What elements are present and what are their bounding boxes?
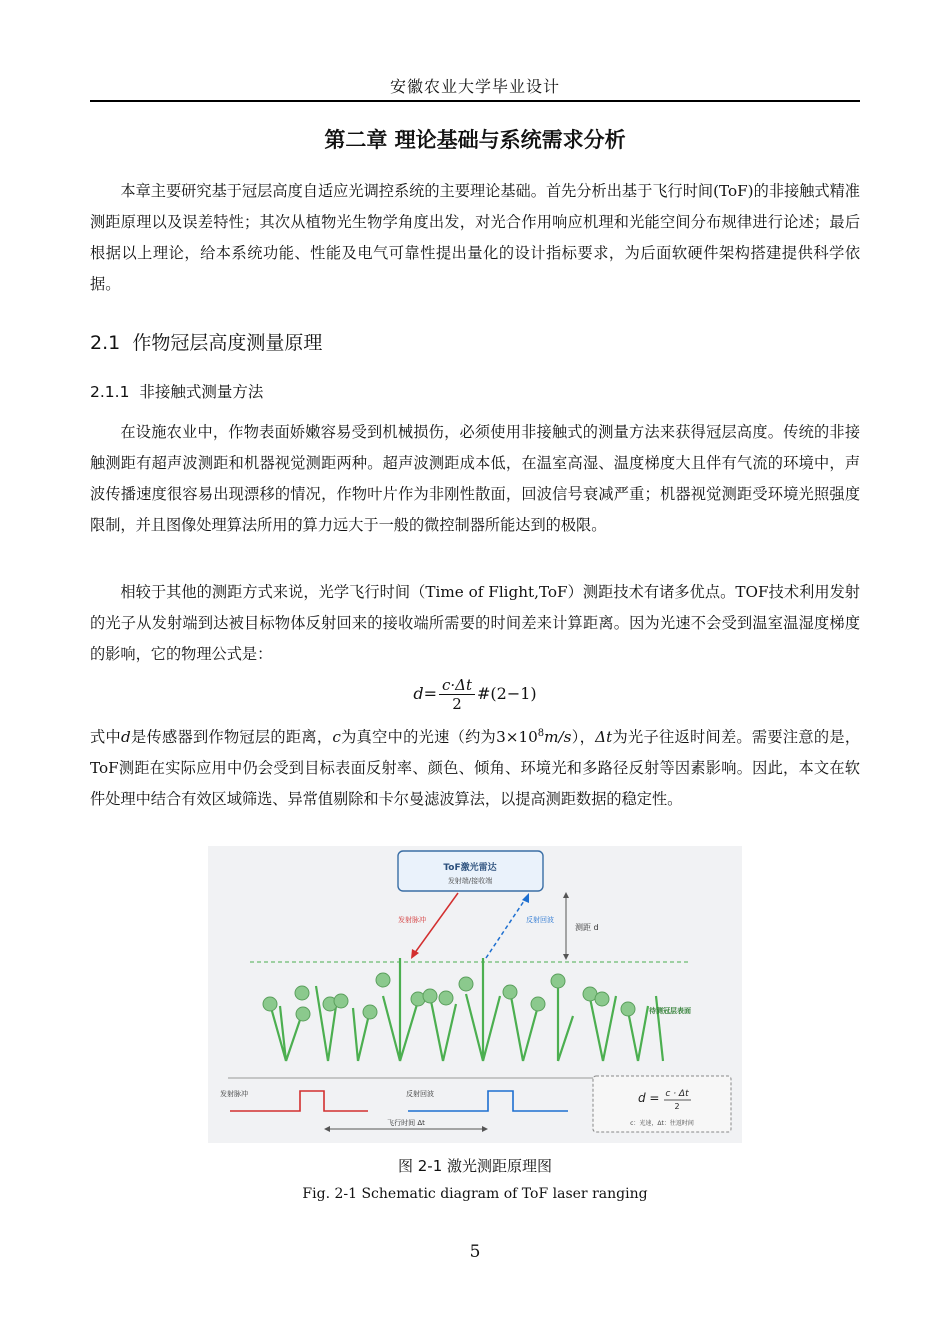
leaf xyxy=(621,1002,635,1016)
running-header: 安徽农业大学毕业设计 xyxy=(389,77,560,96)
tof-label: 飞行时间 Δt xyxy=(387,1119,425,1127)
leaf xyxy=(439,991,453,1005)
var-c: c xyxy=(332,728,341,747)
plant xyxy=(558,986,573,1061)
subsection-number: 2.1.1 xyxy=(90,383,130,401)
header-rule xyxy=(90,100,860,102)
leaf xyxy=(423,989,437,1003)
section-number: 2.1 xyxy=(90,332,121,354)
pulse-reflect-label: 反射回波 xyxy=(406,1090,434,1098)
speed-exponent: 8 xyxy=(537,728,545,739)
leaf xyxy=(551,974,565,988)
leaf xyxy=(263,997,277,1011)
figure-caption-en: Fig. 2-1 Schematic diagram of ToF laser ranging xyxy=(302,1186,648,1202)
pulse-emit-label: 发射脉冲 xyxy=(220,1090,248,1098)
paragraph-variables xyxy=(90,718,860,815)
chapter-title: 第二章 理论基础与系统需求分析 xyxy=(324,128,626,152)
equation-numerator: c·Δt xyxy=(439,676,475,695)
tof-arrow-left xyxy=(324,1126,330,1132)
leaf xyxy=(376,973,390,987)
leaf xyxy=(531,997,545,1011)
equation-lhs: d= xyxy=(413,684,437,703)
plant xyxy=(430,996,456,1061)
text-run: 式中 xyxy=(90,728,121,747)
leaf xyxy=(595,992,609,1006)
equation-fraction xyxy=(439,676,475,713)
var-d: d xyxy=(120,728,131,747)
equation-2-1 xyxy=(0,676,950,713)
box-formula-lhs: d = xyxy=(638,1091,660,1105)
emit-label: 发射脉冲 xyxy=(398,916,426,924)
sensor-title: ToF激光雷达 xyxy=(443,863,497,873)
subsection-title: 非接触式测量方法 xyxy=(139,383,264,401)
emit-pulse-waveform xyxy=(230,1091,368,1111)
box-formula-denominator: 2 xyxy=(674,1102,680,1111)
tof-arrow-right xyxy=(482,1126,488,1132)
text-run: 为光子往返时间差。需要注意的是，ToF测距在实际应用中仍会受到目标表面反射率、颜色、倾角、环境光和多路径反射等因素影响。因此，本文在软件处理中结合有效区域筛选、异常值剔除和卡尔曼滤波算法，以提高测距数据的稳定性。 xyxy=(90,728,861,809)
text-run: ）， xyxy=(571,728,596,747)
plant xyxy=(466,958,500,1061)
text-run: 为真空中的光速（约为 xyxy=(340,728,497,747)
distance-arrow-bottom xyxy=(563,954,569,960)
subsection-heading xyxy=(90,380,263,402)
emit-arrowhead xyxy=(411,949,419,959)
paragraph-tof: 相较于其他的测距方式来说，光学飞行时间（Time of Flight,ToF）测距技术有诸多优点。TOF技术利用发射的光子从发射端到达被目标物体反射回来的接收端所需要的时间差来计算距离。因为光速不会受到温室温湿度梯度的影响，它的物理公式是： xyxy=(90,583,860,663)
sensor-subtitle: 发射端/接收端 xyxy=(447,877,493,885)
page-number: 5 xyxy=(469,1242,481,1262)
equation-tag: #(2−1) xyxy=(477,684,537,703)
figure-tof-diagram xyxy=(208,846,742,1143)
reflect-arrow xyxy=(486,898,526,958)
distance-label: 测距 d xyxy=(575,923,599,932)
plant xyxy=(656,996,663,1061)
speed-unit: m/s xyxy=(544,728,572,747)
section-title: 作物冠层高度测量原理 xyxy=(132,332,323,354)
reflect-arrowhead xyxy=(522,893,529,903)
leaf xyxy=(334,994,348,1008)
leaf xyxy=(503,985,517,999)
paragraph-methods: 在设施农业中，作物表面娇嫩容易受到机械损伤，必须使用非接触式的测量方法来获得冠层高度。传统的非接触测距有超声波测距和机器视觉测距两种。超声波测距成本低，在温室高湿、温度梯度大且伴有气流的环境中，声波传播速度很容易出现漂移的情况，作物叶片作为非刚性散面，回波信号衰减严重；机器视觉测距受环境光照强度限制，并且图像处理算法所用的算力远大于一般的微控制器所能达到的极限。 xyxy=(90,423,860,534)
leaf xyxy=(295,986,309,1000)
figure-caption-cn: 图 2-1 激光测距原理图 xyxy=(397,1157,553,1175)
equation-denominator: 2 xyxy=(452,695,462,713)
leaf xyxy=(363,1005,377,1019)
speed-value: 3×10 xyxy=(496,728,538,747)
distance-arrow-top xyxy=(563,892,569,898)
surface-label: 待测冠层表面 xyxy=(649,1007,691,1015)
reflect-label: 反射回波 xyxy=(526,916,554,924)
leaf xyxy=(459,977,473,991)
intro-paragraph: 本章主要研究基于冠层高度自适应光调控系统的主要理论基础。首先分析出基于飞行时间(ToF)的非接触式精准测距原理以及误差特性；其次从植物光生物学角度出发，对光合作用响应机理和光能空间分布规律进行论述；最后根据以上理论，给本系统功能、性能及电气可靠性提出量化的设计指标要求，为后面软硬件架构搭建提供科学依据。 xyxy=(90,182,860,293)
box-formula-numerator: c · Δt xyxy=(665,1089,689,1099)
leaf xyxy=(296,1007,310,1021)
box-legend: c：光速，Δt：往返时间 xyxy=(630,1120,694,1127)
section-heading xyxy=(90,328,322,355)
text-run: 是传感器到作物冠层的距离， xyxy=(130,728,333,747)
var-delta-t: Δt xyxy=(595,728,613,747)
plant xyxy=(383,958,418,1061)
tof-diagram-svg xyxy=(208,846,742,1143)
